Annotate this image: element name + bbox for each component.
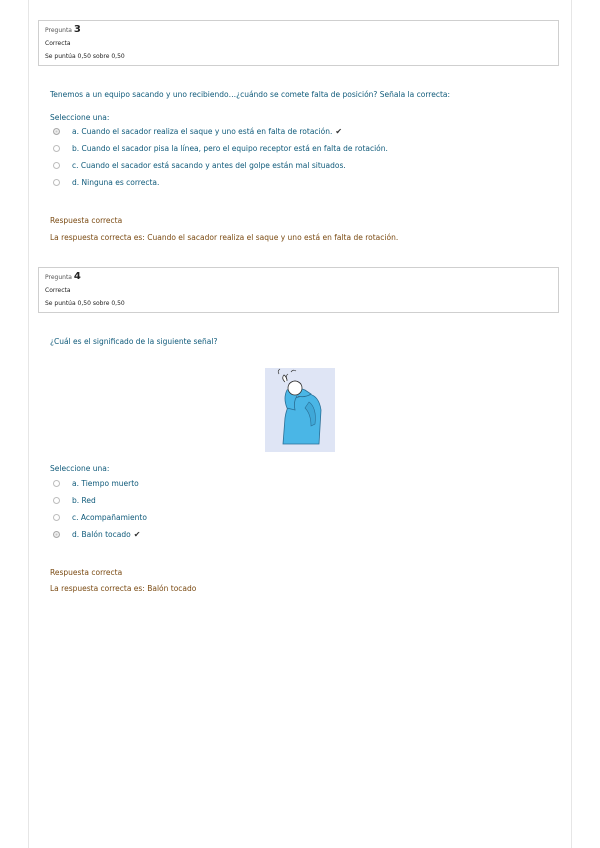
question-3-text: Tenemos a un equipo sacando y uno recibiendo…¿cuándo se comete falta de posición? Señala la correcta:: [50, 90, 451, 99]
radio-button[interactable]: [53, 145, 60, 152]
question-3-feedback-text: La respuesta correcta es: Cuando el sacador realiza el saque y uno está en falta de rotación.: [50, 233, 399, 242]
question-3-number-line: [45, 25, 558, 36]
checkmark-icon: ✔: [335, 127, 343, 136]
question-4-select-label: Seleccione una:: [50, 464, 110, 473]
option-label: b. Cuando el sacador pisa la línea, pero el equipo receptor está en falta de rotación.: [72, 144, 388, 153]
question-3-info-box: [38, 20, 559, 66]
question-3-option-a[interactable]: [53, 127, 342, 136]
question-4-text: ¿Cuál es el significado de la siguiente señal?: [50, 337, 218, 346]
question-4-number-line: [45, 272, 558, 283]
radio-button-selected[interactable]: [53, 128, 60, 135]
radio-button[interactable]: [53, 179, 60, 186]
checkmark-icon: ✔: [133, 530, 141, 539]
radio-button[interactable]: [53, 480, 60, 487]
question-3-option-b[interactable]: [53, 144, 388, 153]
question-4-option-b[interactable]: [53, 496, 96, 505]
question-4-feedback-title: Respuesta correcta: [50, 568, 123, 577]
option-label: b. Red: [72, 496, 96, 505]
question-label: Pregunta: [45, 274, 72, 281]
referee-signal-image: [265, 368, 335, 452]
radio-button[interactable]: [53, 514, 60, 521]
radio-button[interactable]: [53, 497, 60, 504]
question-4-info-box: [38, 267, 559, 313]
option-label: c. Acompañamiento: [72, 513, 147, 522]
option-label: a. Cuando el sacador realiza el saque y uno está en falta de rotación.: [72, 127, 333, 136]
option-label: a. Tiempo muerto: [72, 479, 139, 488]
question-grade: Se puntúa 0,50 sobre 0,50: [45, 53, 125, 60]
option-label: d. Balón tocado: [72, 530, 131, 539]
question-3-select-label: Seleccione una:: [50, 113, 110, 122]
question-number: 4: [73, 271, 81, 282]
question-4-option-c[interactable]: [53, 513, 147, 522]
question-3-feedback-title: Respuesta correcta: [50, 216, 123, 225]
question-4-option-a[interactable]: [53, 479, 139, 488]
question-state: Correcta: [45, 287, 71, 294]
option-label: c. Cuando el sacador está sacando y antes del golpe están mal situados.: [72, 161, 346, 170]
question-label: Pregunta: [45, 27, 72, 34]
question-4-feedback-text: La respuesta correcta es: Balón tocado: [50, 584, 197, 593]
question-3-option-d[interactable]: [53, 178, 159, 187]
option-label: d. Ninguna es correcta.: [72, 178, 160, 187]
question-grade: Se puntúa 0,50 sobre 0,50: [45, 300, 125, 307]
question-3-option-c[interactable]: [53, 161, 346, 170]
radio-button-selected[interactable]: [53, 531, 60, 538]
referee-signal-icon: [265, 368, 335, 452]
question-state: Correcta: [45, 40, 71, 47]
question-4-option-d[interactable]: [53, 530, 140, 539]
question-number: 3: [73, 24, 81, 35]
radio-button[interactable]: [53, 162, 60, 169]
